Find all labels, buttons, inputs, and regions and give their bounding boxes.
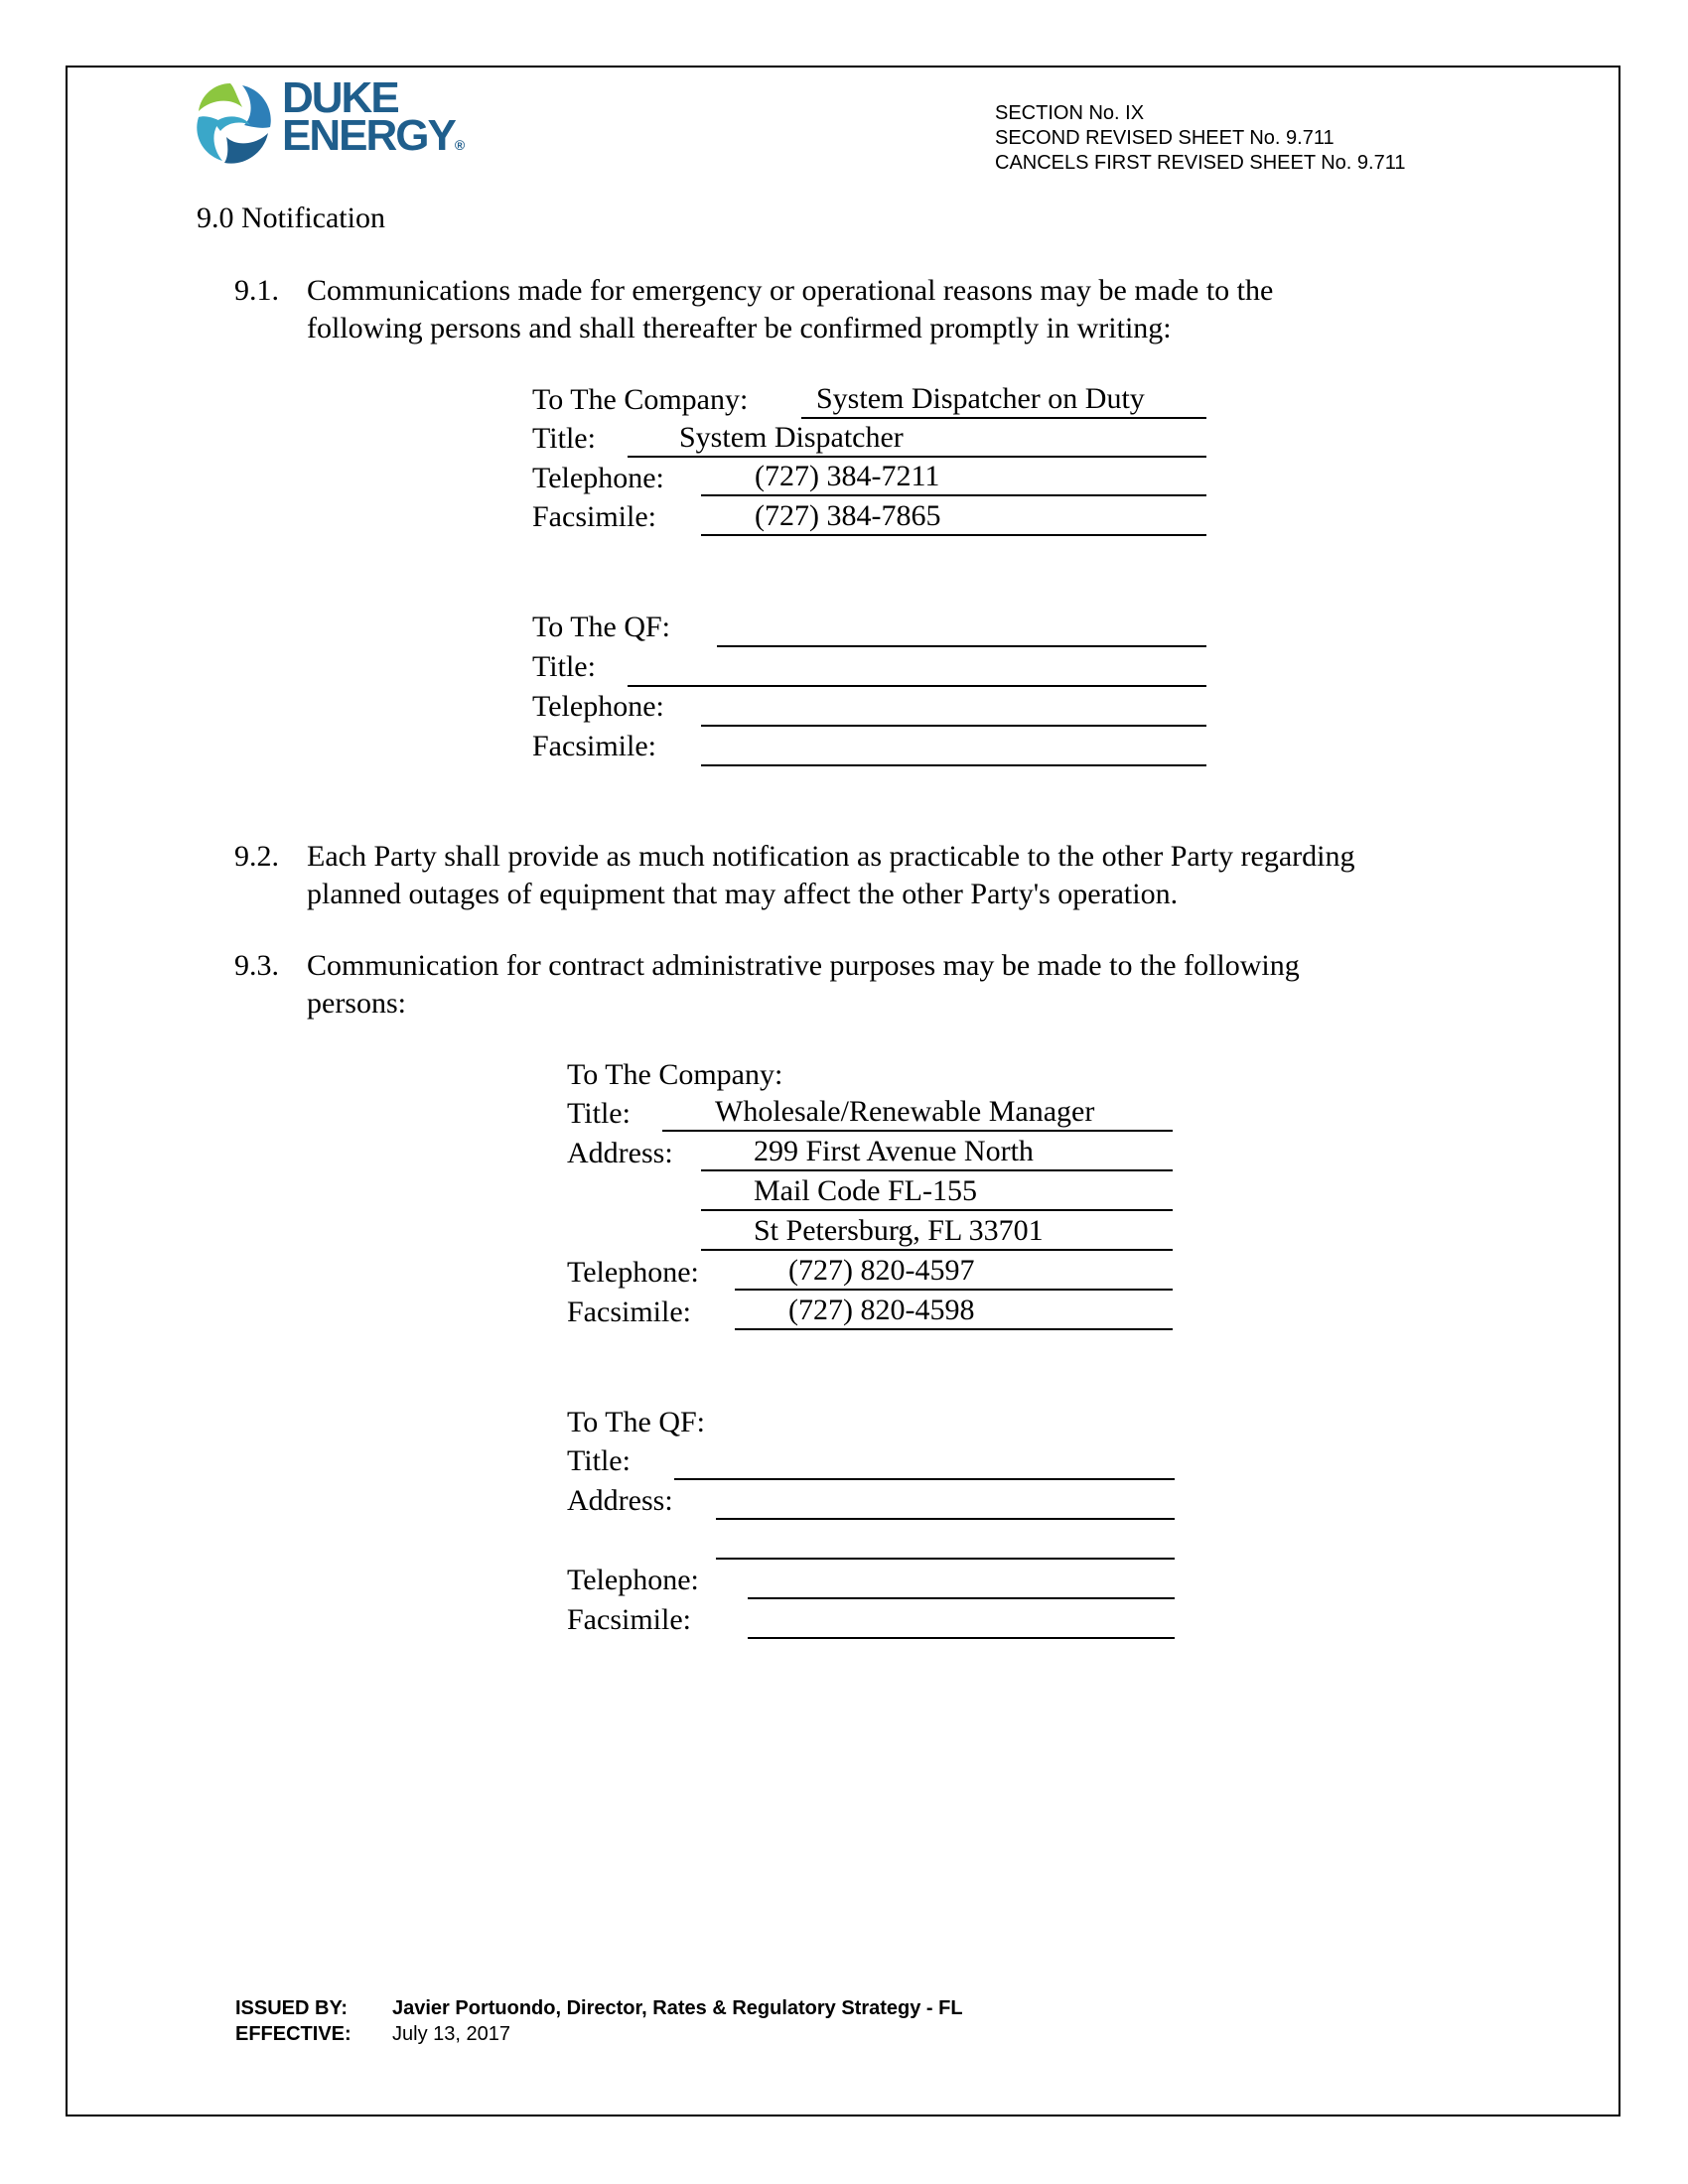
s93-company-tel-value: (727) 820-4597 [788,1254,975,1287]
logo-line-energy [282,111,466,164]
footer-issued-value: Javier Portuondo, Director, Rates & Regulatory Strategy - FL [392,1997,963,2019]
logo-line-duke: DUKE [282,73,398,122]
s93-company-address-3: St Petersburg, FL 33701 [754,1214,1044,1247]
page-border [66,66,1620,2116]
footer-effective-label: EFFECTIVE: [235,2023,352,2045]
s93-qf-tel-label: Telephone: [567,1564,699,1596]
s91-qf-tel-line [701,725,1206,727]
s91-qf-tel-label: Telephone: [532,690,664,723]
s91-company-title-value: System Dispatcher [679,421,904,454]
header-section: SECTION No. IX [995,102,1145,124]
s91-number: 9.1. [234,274,279,307]
s91-company-tel-value: (727) 384-7211 [755,460,940,492]
s91-company-title-line [628,456,1206,458]
s93-company-address-line-2 [701,1209,1173,1211]
s91-qf-line [717,645,1206,647]
s93-company-title-line [662,1130,1173,1132]
s91-company-title-label: Title: [532,422,596,455]
footer-issued [235,1995,963,2021]
s91-qf-title-label: Title: [532,650,596,683]
sheet-header [995,101,1405,176]
s93-qf-title-label: Title: [567,1444,631,1477]
s91-company-fax-value: (727) 384-7865 [755,499,941,532]
s93-company-tel-label: Telephone: [567,1256,699,1289]
s91-company-tel-line [701,494,1206,496]
s91-line2: following persons and shall thereafter be confirmed promptly in writing: [307,312,1172,344]
logo-wordmark [282,73,466,164]
logo-registered-mark: ® [454,137,466,153]
footer-effective-value: July 13, 2017 [392,2023,510,2045]
s93-company-title-label: Title: [567,1097,631,1130]
footer-effective [235,2021,510,2047]
s91-company-value: System Dispatcher on Duty [816,382,1145,415]
s92-line2: planned outages of equipment that may affect the other Party's operation. [307,878,1179,910]
s91-qf-fax-label: Facsimile: [532,730,656,762]
s92-line1: Each Party shall provide as much notification as practicable to the other Party regarding [307,840,1355,873]
s93-qf-address-label: Address: [567,1484,673,1517]
s93-qf-fax-label: Facsimile: [567,1603,691,1636]
s93-company-label: To The Company: [567,1058,783,1091]
s93-company-title-value: Wholesale/Renewable Manager [715,1095,1095,1128]
s91-company-fax-line [701,534,1206,536]
s91-qf-title-line [628,685,1206,687]
s93-company-fax-label: Facsimile: [567,1296,691,1328]
s93-number: 9.3. [234,949,279,982]
s91-qf-label: To The QF: [532,611,671,643]
s91-qf-fax-line [701,764,1206,766]
s91-company-label: To The Company: [532,383,749,416]
s93-company-address-line-1 [701,1169,1173,1171]
s91-line1: Communications made for emergency or operational reasons may be made to the [307,274,1274,307]
s93-company-tel-line [735,1289,1173,1291]
s93-company-address-line-3 [701,1249,1173,1251]
s91-company-line [801,417,1206,419]
s93-qf-tel-line [748,1597,1175,1599]
s93-qf-title-line [674,1478,1175,1480]
s93-company-fax-value: (727) 820-4598 [788,1294,975,1326]
logo-line-energy-text: ENERGY [282,111,455,160]
s91-company-fax-label: Facsimile: [532,500,656,533]
s93-qf-fax-line [748,1637,1175,1639]
s91-company-tel-label: Telephone: [532,462,664,494]
logo-swirl-icon [185,77,276,169]
s93-line2: persons: [307,987,406,1020]
s93-company-address-1: 299 First Avenue North [754,1135,1034,1167]
footer-issued-label: ISSUED BY: [235,1997,348,2019]
header-sheet: SECOND REVISED SHEET No. 9.711 [995,127,1335,149]
s93-company-fax-line [735,1328,1173,1330]
s92-number: 9.2. [234,840,279,873]
s93-qf-label: To The QF: [567,1406,706,1438]
s93-qf-address-line-1 [716,1518,1175,1520]
s93-company-address-label: Address: [567,1137,673,1169]
section-heading: 9.0 Notification [197,202,385,234]
duke-energy-logo [185,73,483,177]
s93-company-address-2: Mail Code FL-155 [754,1174,977,1207]
s93-line1: Communication for contract administrative purposes may be made to the following [307,949,1300,982]
header-cancels: CANCELS FIRST REVISED SHEET No. 9.711 [995,152,1406,174]
s93-qf-address-line-2 [716,1558,1175,1560]
